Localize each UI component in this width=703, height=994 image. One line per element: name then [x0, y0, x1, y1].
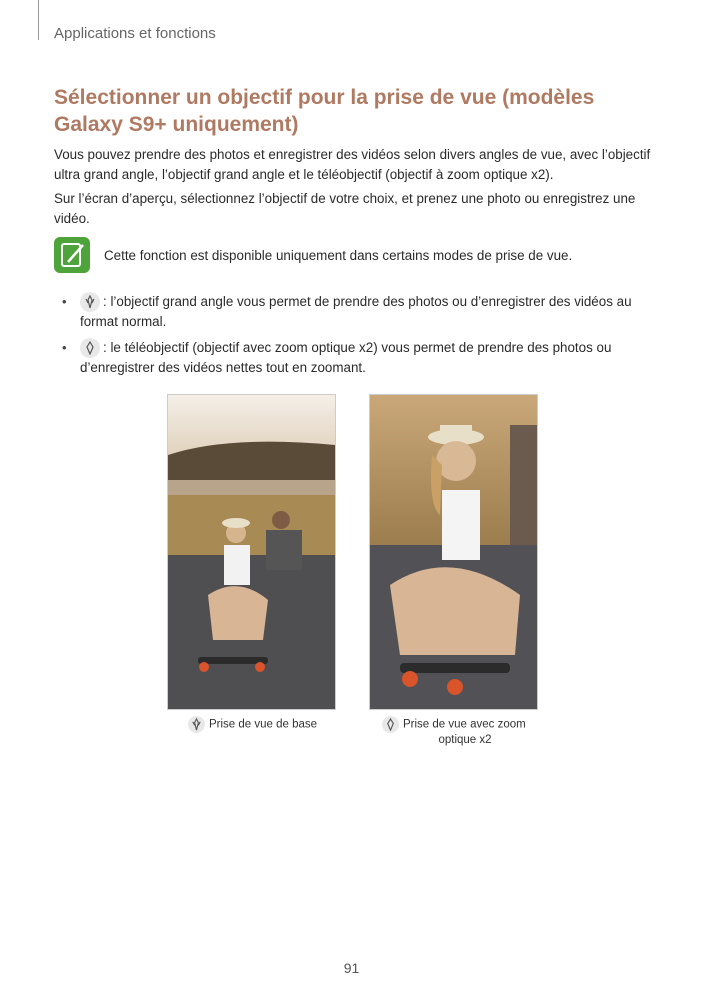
note-text: Cette fonction est disponible uniquement dans certains modes de prise de vue.: [104, 248, 573, 263]
list-item-text: : le téléobjectif (objectif avec zoom optique x2) vous permet de prendre des photos ou d’enregistrer des vidéos nettes tout en zoomant.: [80, 340, 612, 376]
telephoto-lens-icon: [80, 338, 100, 358]
page-title: Sélectionner un objectif pour la prise de vue (modèles Galaxy S9+ uniquement): [54, 86, 595, 136]
caption-text-line2: optique x2: [438, 734, 492, 746]
note-pencil-icon: [54, 237, 90, 273]
list-item-wide-angle: [80, 292, 650, 332]
basic-shot-photo: [167, 394, 336, 710]
wide-angle-lens-icon: [80, 292, 100, 312]
list-item-text: : l’objectif grand angle vous permet de prendre des photos ou d’enregistrer des vidéos au format normal.: [80, 294, 632, 330]
bullet-marker: •: [62, 294, 67, 309]
intro-paragraph: Vous pouvez prendre des photos et enregistrer des vidéos selon divers angles de vue, avec l’objectif ultra grand angle, l’objectif grand angle et le téléobjectif (objectif à zoom optique x2).: [54, 147, 651, 182]
telephoto-lens-icon: [382, 716, 399, 733]
section-header: Applications et fonctions: [54, 25, 216, 42]
bullet-marker: •: [62, 340, 67, 355]
caption-text-line1: Prise de vue avec zoom: [403, 718, 526, 731]
zoom-shot-photo: [369, 394, 538, 710]
zoom-shot-caption: [382, 716, 542, 747]
wide-angle-lens-icon: [188, 716, 205, 733]
instruction-paragraph: Sur l’écran d’aperçu, sélectionnez l’objectif de votre choix, et prenez une photo ou enregistrez une vidéo.: [54, 191, 636, 226]
header-rule: [38, 0, 39, 40]
basic-shot-caption: [188, 716, 348, 733]
page-number: 91: [343, 960, 360, 976]
list-item-telephoto: [80, 338, 650, 378]
caption-text: Prise de vue de base: [209, 718, 318, 731]
